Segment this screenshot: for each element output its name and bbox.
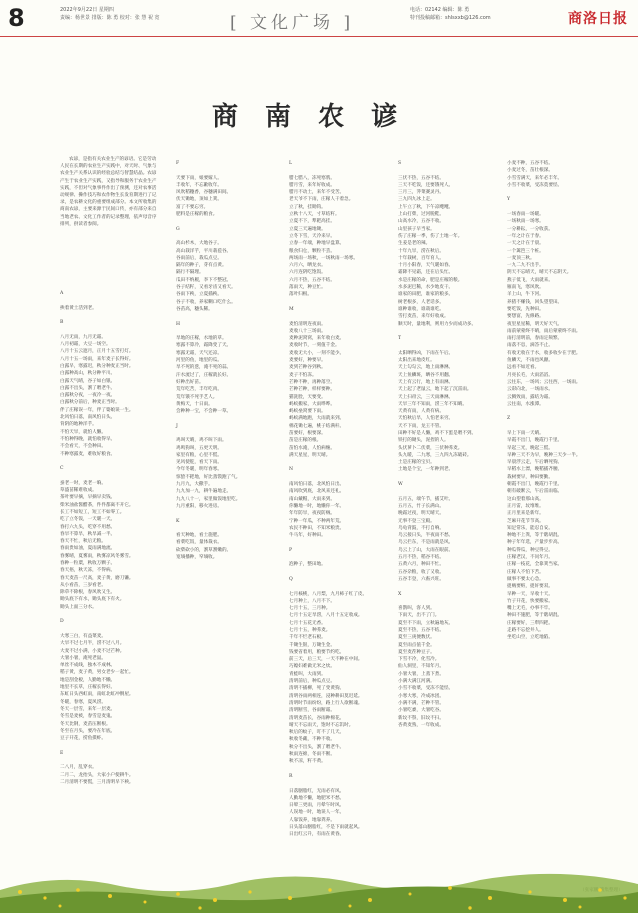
page-number: 8 <box>8 4 25 32</box>
page-header <box>0 0 638 37</box>
flower-field-illustration <box>0 862 638 913</box>
newspaper-logo: 商洛日报 <box>568 11 628 27</box>
article-intro: 农谚，是指有关农业生产的谚语。它是劳动人民在长期的农业生产实践中，对天时、气象与农业生产关系认识的经验总结与智慧结晶。农谚产生于农业生产实践，又指导和服务于农业生产实践，不但对气象事件作出了预测，还对农事活动规律、操作技巧和农作物生长发育期进行了记录，是农耕文化的重要组成部分。本文所收集的商南农谚，主要来源于民间口传，亦有部分来自当地老农、文化工作者的记录整理，依声母音序排列，供读者参阅。 <box>60 157 157 227</box>
header-contact <box>410 6 491 22</box>
article-title: 商 南 农 谚 <box>212 102 407 132</box>
editor-credits: 责编：杨世景 排版：陈 勇 校对：张 慧 祝 宽 <box>60 15 160 21</box>
text-column-3: L 腊七腊八，冻死寒鸦。 腊月雪，来年好收成。 腊月不动土，来年不受苦。 老天爷不下雨，庄稼人干着急。 立了秋，挂锄钩。 立秋十八天，寸草结籽。 立夏不下，犁耙高挂。 立夏三天遍地锄。 立冬下雪，天冷来早。 立春一年端，种地早盘算。 粮食归仓，颗粒不丢。 两场雨一场秋，一场秋雨一场寒。 六月六，晒龙衣。 六月连阴吃饱饭。 六月不热，五谷不结。 落雨天，种豆忙。 落叶归根。 M 麦怕清明连夜雨。 麦收八十三场雨。 麦种泥窝窝，来年收白麦。 麦收时节，一刻值千金。 麦收无大小，一刻不能少。 麦要好，种要早。 麦到芒种谷到秋。 麦子不怕冻。 芒种不种，再种落空。 芒种芒种，样样要种。 猫洗脸，天要变。 蚂蚁搬家，大雨哗哗。 蚂蚁垒窝要下雨。 蚂蚁满地跑，大雨就来到。 棉花锄七遍，桃子结满秆。 苗要好，根要深。 苗是庄稼的根。 苗怕水淹，人怕病缠。 满天星星，明天晴。 N 南风怕日落，北风怕日出。 南风吹到底，北风来还礼。 南山戴帽，大雨来到。 你懒地一时，地懒你一年。 年年防旱，夜夜防贼。 宁种一年瓜，不种两年荒。 农民不种田，不知米粮贵。 牛马年，好种田。 P 泡种子，整田地。 Q 七月核桃，八月梨，九月柿子红了皮。 七月种上，八月不下。 七月十五，三月种。 七月十五定旱涝，八月十五定收成。 七月十五花无香。 七月十五，种荞麦。 千年不烂老石板。 千锄生银，万锄生金。 钱要省着用，粮要节约吃。 前三天，后三天，一天不种在中间。 巧媳妇难做无米之炊。 青蛙叫，大雨到。 清明前后，种瓜点豆。 清明不插柳，死了变黄狗。 清明谷雨两相连，浸种耕田莫迟延。 清明时节雨纷纷，路上行人欲断魂。 清明断雪，谷雨断霜。 清明麦苗长，谷雨种棉花。 晴天不忘雨天，饱时不忘饥时。 秋后的蚊子，叮不了几天。 秋收冬藏，不种不收。 秋分不出头，割了喂老牛。 秋雨连绵，冬雨不断。 秋不凉，籽不黄。 R 日落胭脂红，无雨必有风。 人勤地不懒，地肥米不愁。 日晕三更雨，月晕午时风。 人误地一时，地误人一年。 人靠饭养，地靠粪养。 日头落山胭脂红，不是下雨就起风。 日出红云升，有雨在黄昏。 <box>289 161 368 838</box>
text-column-2: F 天要下雨，娘要嫁人。 丰收年，不忘歉收年。 风吹稻穗香，谷穗满田间。 伏天锄地，顶如上粪。 富了不要忘穷。 肥料是庄稼的粮食。 G 高山杉木，大地谷子。 高山栽洋芋，平川栽苞谷。 谷雨前后，栽瓜点豆。 隔年的种子，芽有点黄。 隔行不隔理。 瓜田不纳履，李下不整冠。 谷子结籽，又看牙齿又看天。 谷雨下秧，立夏插秧。 谷子不收，养家糊口吃什么。 谷苗高，穗头稀。 H 旱地的庄稼，水地的草。 寒露不算冷，霜降变了天。 寒露无霜，天气还凉。 河里的鱼，地里的瓜。 旱不死的葱，淹不死的蒜。 汗水流过了，庄稼就长好。 好种出好苗。 荒年吃苦，丰年吃肉。 荒年饿不死手艺人。 黄梅天，十日雨。 会种种一宝，不会种一草。 J 鸡叫天晴，鸡不叫下雨。 鸡鸣狗叫，五更天明。 家里有粮，心里不慌。 见风使舵，看天下雨。 今年冬暖，明年春寒。 惊蛰不耙地，好比蒸馍跑了气。 九月九，大撒手。 九九加一九，耕牛遍地走。 九九八十一，家里做饭地里吃。 九月重阳，移火进房。 K 看天种地，看土施肥。 看菜吃饭，量体裁衣。 砍柴砍小的，割草割嫩的。 宽墒播种，窄墒收。 <box>176 161 241 561</box>
text-column-1: A 挨着黄土活到老。 B 八月无雨，九月无霜。 八月初霜，大豆一场空。 八月十五云遮月，正月十五雪打灯。 八月十五一场雨，来年麦子长得好。 白露早，寒露迟，秋分种麦正当时。 白露种高山，秋分种平川。 白露天气晴，谷子如白银。 白露不出头，割了喂老牛。 白露秋分夜，一夜冷一夜。 白露秋分前后，种麦正当时。 伴了庄稼误一年，伴了婆娘误一生。 北风怕日落，南风怕日头。 背阴的地种洋芋。 不怕天旱，就怕人懒。 不怕种得晚，就怕收得早。 不会看天，不会种田。 不种寒露麦，难收好粮食。 C 蚕老一时，麦老一晌。 草盛苗稀难收成。 茶叶要早摘，早摘早卖钱。 柴米油盐酱醋茶，件件都离不开它。 长工不如短工，短工不如零工。 吃了立冬饭，一天暖一天。 春打六九头，吃穿不用愁。 春旱不算旱，秋旱减一半。 春天不忙，秋后无粮。 春雨贵如油，夏雨满地流。 春雾晴，夏雾雨，秋雾凉风冬雾雪。 春种一粒粟，秋收万颗子。 春天捂，秋天冻，不得病。 春天麦苗一尺高，麦子黄，磨刀镰。 从小看苗，三岁看老。 除草不除根，春风吹又生。 锄头底下有水，锄头底下有火。 锄头上面三分水。 D 大寒三白，有益菜麦。 大旱不过七月半，涝不过八月。 大麦不过小满，小麦不过芒种。 大暑小暑，淹死老鼠。 单丝不成线，独木不成林。 稻子黄，麦子黄，男女老少一起忙。 地是刮金板，人勤地不懒。 地里不长草，庄稼长得好。 东虹日头西虹雨，南虹北虹冲倒屋。 冬暖，春寒，夏风涝。 冬天一层雪，来年一层麦。 冬雪是麦被，春雪是麦鬼。 冬天比钢，麦苗压断根。 冬至在月头，要冷在年底。 豆子开花，捞鱼摸虾。 E 二八月，乱穿衣。 二月二，龙抬头，大家小户使耕牛。 二月清明不要慌，三月清明早下秧。 <box>60 291 134 785</box>
text-column-5: 小麦不种，五谷不结。 小麦过冬，苗壮根深。 小雪雪满天，来年必丰年。 小雪不收菜，受冻莫要怪。 Y 一场春雨一场暖。 一场秋雨一场寒。 一分耕耘，一分收获。 一年之计在于春。 一天之计在于晨。 一个篱笆三个桩。 一麦顶三秋。 一九二九不出手。 阴天不忘晴天，晴天不忘阴天。 燕子低飞，大雨就来。 雁南飞，寒风吹。 羊上山，牛下河。 养猪不赚钱，回头望望田。 要吃饭，先种田。 要想富，先修路。 夜里星星稀，明天好天气。 雨前蒙蒙终不晴，雨后蒙蒙终不雨。 雨打清明前，春雨定频繁。 雨落不息，滴答不止。 有收无收在于水，收多收少在于肥。 鱼鳞天，不雨也风颠。 远看不如近看。 月亮长毛，大雨滔滔。 云往东，一场风；云往西，一场雨。 云彩向北，一场雨水。 云腾致雨，露结为霜。 云往南，水涨潭。 Z 早上下雨一天晴。 早霞不出门，晚霞行千里。 早起三光，晚起三慌。 早种三天不为早，晚种三天少一半。 早晨浮云走，午后晒死狗。 早稻水上漂，晚稻插齐腰。 栽树要早，种田要勤。 朝霞不出门，晚霞行千里。 朝有破絮云，午后雷雨临。 这山望着那山高。 正月雷，坟堆堆。 正月里来是新年。 芝麻开花节节高。 知足常乐，能忍自安。 种地不上粪，等于瞎胡混。 种子年年选，产量步步高。 种瓜得瓜，种豆得豆。 庄稼老汉，不问年月。 庄稼一枝花，全靠粪当家。 庄稼人不怕下苦。 做事不要太心急。 捉贼要赃，捉奸要双。 早种一天，早收十天。 竹子开花，快要搬家。 嘴上无毛，办事不牢。 种田不施肥，等于瞎胡混。 庄稼要好，三犁四耙。 走路不忘挖井人。 坐吃山空，立吃地陷。 <box>507 161 581 641</box>
section-name: [ 文化广场 ] <box>230 13 355 33</box>
text-column-4: S 三伏不热，五谷不结。 三天不吃饭，还要饿死人。 三月三，荠菜赛灵丹。 三九四九冰上走。 上午立了秋，下午凉飕飕。 上山打柴，过河脱鞋。 山高水冷，五谷不收。 山里孩子早当家。 伤了庄稼一季，伤了土地一年。 生姜是老的辣。 十年九旱，涝在秋后。 十年栽树，百年育人。 十月小阳春，天气暖如春。 霜降不见霜，还在后头忙。 水是庄稼的命，肥是庄稼的粮。 水多泥巴稀，水少地皮干。 谁家的田肥，谁家的粮多。 树老根多，人老话多。 谁种谁收，谁栽谁吃。 雪打麦苗，来年好收成。 顺天时，量地利，则用力少而成功多。 T 太阳晒得凶，下雨在午后。 太阳出来地皮红。 天上勾勾云，地上雨淋淋。 天上鱼鳞斑，晒谷不用翻。 天上有云行，地上有雨淋。 天上起了老鼠云，地下起了沉雷雨。 天上扫帚云，三天雨淋淋。 天旱三年不知雨，涝三年不知晴。 天黄有雨，人黄有病。 天怕秋后旱，人怕老来穷。 天不下雨，龙王不管。 田种不好是人懒，鸡不下蛋是喂不到。 铁打的锄头，泥捏的人。 头伏萝卜二伏菜，三伏种荞麦。 头九暖，二九寒，三九四九冻破砖。 土是庄稼的宝贝。 土地是个宝，一年种到老。 W 五月五，端午节，插艾叶。 五月五，竹子长满山。 晚霜过夜，明天晴天。 无事不登三宝殿。 乌龟背鼓，不打自响。 乌云接日头，半夜雨不愁。 乌云拦东，不是雨就是风。 乌云上了山，大雨在眼前。 五月不热，稻谷不结。 五黄六月，种田不忙。 五谷杂粮，收了又收。 五谷丰登，六畜兴旺。 X 喜鹊叫，客人到。 下雨天，出不了门。 夏至不下雨，立秋遍地灰。 夏至不热，五谷不结。 夏至三庚便数伏。 夏至雨点值千金。 夏至麦茬种豆子。 下雪不冷，化雪冷。 仙人洞里，不知年月。 小暑大暑，上蒸下煮。 小满大满江河满。 小雪不收菜，受冻不能怪。 小寒大寒，冷成冰团。 小满不满，芒种不管。 小暑吃黍，大暑吃谷。 新坟不祭，旧坟不扫。 杏黄麦熟，一年收成。 <box>398 161 477 728</box>
issue-date: 2022年9月22日 星期四 <box>60 7 114 13</box>
contact-line-2: 特刊投稿邮箱：shlsxxb@126.com <box>410 15 491 21</box>
contact-line-1: 电话：02142 编辑：陈 勇 <box>410 7 470 13</box>
header-info <box>60 6 160 22</box>
